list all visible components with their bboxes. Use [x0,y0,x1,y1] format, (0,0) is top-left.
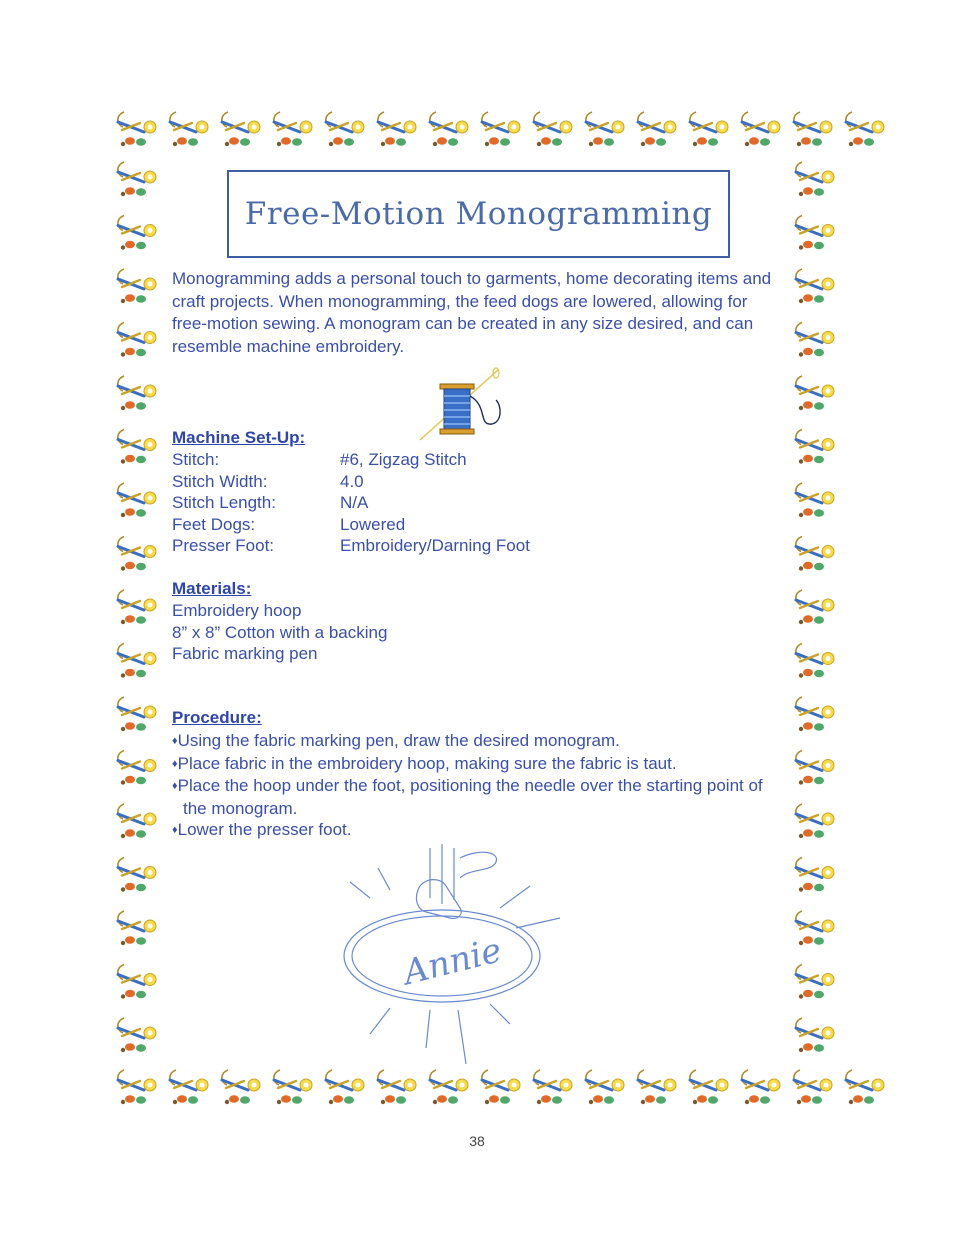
border-motif-icon [326,1070,364,1104]
border-motif-icon [118,1070,156,1104]
border-motif-icon [118,590,156,624]
setup-label: Stitch: [172,450,220,469]
border-motif-icon [690,112,728,146]
list-item: Fabric marking pen [172,644,318,663]
border-motif-icon [846,112,884,146]
intro-paragraph: Monogramming adds a personal touch to garments, home decorating items and craft projects. When monogramming, the feed dogs are lowered, allowing for free-motion sewing. A monogram can be created in any size desired, and can resemble machine embroidery. [172,269,772,356]
border-motif-icon [118,483,156,517]
diamond-bullet-icon: ♦ [172,757,178,770]
materials-list [172,600,387,665]
title-box [227,170,730,258]
border-motif-icon [796,644,834,678]
diamond-bullet-icon: ♦ [172,735,178,747]
border-motif-icon [534,112,572,146]
border-motif-icon [796,858,834,892]
border-motif-icon [796,590,834,624]
border-motif-icon [482,1070,520,1104]
border-motif-icon [378,112,416,146]
border-motif-icon [638,1070,676,1104]
procedure-list [172,730,772,842]
border-motif-icon [742,1070,780,1104]
setup-label: Stitch Width: [172,471,268,491]
border-motif-icon [118,269,156,303]
setup-value: #6, Zigzag Stitch [340,450,467,469]
border-motif-icon [846,1070,884,1104]
list-item: Embroidery hoop [172,601,302,620]
setup-value: Lowered [340,514,406,534]
border-motif-icon [118,376,156,410]
border-motif-icon [638,112,676,146]
setup-row [172,492,530,514]
border-motif-icon [274,1070,312,1104]
page-title: Free-Motion Monogramming [244,196,713,232]
border-motif-icon [796,376,834,410]
border-motif-icon [118,162,156,196]
border-motif-icon [118,1018,156,1052]
setup-label: Presser Foot: [172,536,275,555]
border-motif-icon [118,751,156,785]
border-motif-icon [118,323,156,357]
setup-value: N/A [340,493,369,512]
list-item: 8” x 8” Cotton with a backing [172,622,388,642]
setup-row [172,535,530,557]
border-motif-icon [222,112,260,146]
procedure-heading: Procedure: [172,708,262,727]
border-motif-icon [794,1070,832,1104]
border-motif-icon [118,216,156,250]
border-motif-icon [796,697,834,731]
border-motif-icon [796,430,834,464]
border-motif-icon [794,112,832,146]
monogram-text: Annie [399,930,506,994]
border-motif-icon [586,1070,624,1104]
border-motif-icon [378,1070,416,1104]
setup-label: Stitch Length: [172,493,276,512]
border-motif-icon [170,112,208,146]
border-motif-icon [796,965,834,999]
embroidery-hoop-illustration [330,838,590,1070]
materials-heading: Materials: [172,579,252,598]
border-motif-icon [430,112,468,146]
setup-label: Feet Dogs: [172,514,256,534]
border-motif-icon [690,1070,728,1104]
thread-spool-icon [418,366,510,442]
border-motif-icon [118,644,156,678]
border-motif-icon [170,1070,208,1104]
border-motif-icon [482,112,520,146]
diamond-bullet-icon: ♦ [172,824,178,836]
border-motif-icon [118,965,156,999]
border-motif-icon [796,269,834,303]
border-motif-icon [326,112,364,146]
border-motif-icon [796,911,834,945]
setup-value: Embroidery/Darning Foot [340,536,530,555]
border-motif-icon [118,858,156,892]
border-motif-icon [586,112,624,146]
setup-row [172,514,530,536]
border-motif-icon [796,537,834,571]
border-motif-icon [430,1070,468,1104]
border-motif-icon [534,1070,572,1104]
border-motif-icon [118,804,156,838]
border-motif-icon [118,112,156,146]
border-motif-icon [118,537,156,571]
setup-row [172,449,530,471]
diamond-bullet-icon: ♦ [172,780,178,792]
border-motif-icon [796,483,834,517]
border-motif-icon [796,804,834,838]
machine-setup-table [172,449,530,557]
list-item: ♦Place fabric in the embroidery hoop, making sure the fabric is taut. [172,753,677,773]
border-motif-icon [796,1018,834,1052]
setup-value: 4.0 [340,471,364,491]
list-item: ♦Lower the presser foot. [172,820,352,839]
border-motif-icon [274,112,312,146]
border-motif-icon [796,216,834,250]
border-motif-icon [742,112,780,146]
border-motif-icon [796,751,834,785]
border-motif-icon [796,162,834,196]
border-motif-icon [118,911,156,945]
border-motif-icon [118,697,156,731]
list-item: ♦Place the hoop under the foot, positioning the needle over the starting point of the monogram. [172,776,763,818]
page-number: 38 [469,1133,485,1149]
border-motif-icon [118,430,156,464]
border-motif-icon [796,323,834,357]
setup-row [172,471,530,493]
border-motif-icon [222,1070,260,1104]
machine-setup-heading: Machine Set-Up: [172,428,306,447]
list-item: ♦Using the fabric marking pen, draw the desired monogram. [172,731,620,750]
